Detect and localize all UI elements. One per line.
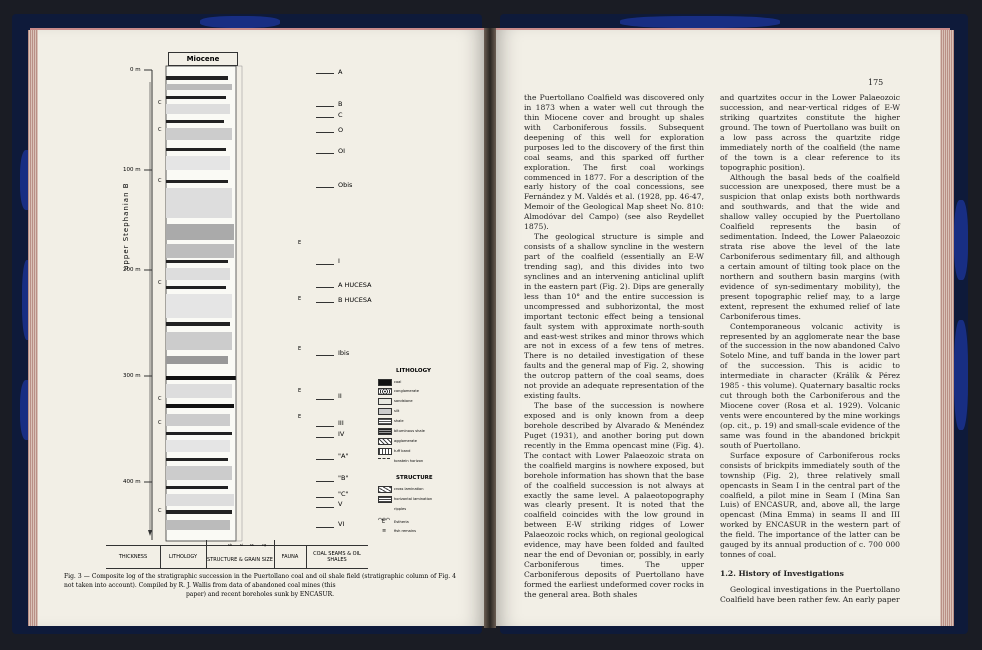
legend-symbol-estheria: E xyxy=(382,519,386,525)
book-spine xyxy=(484,28,496,628)
legend-item: tonstein horizon xyxy=(394,459,424,463)
grain-label: ss xyxy=(250,543,254,547)
seam-label: A xyxy=(338,68,343,76)
seam-label: C xyxy=(338,111,343,119)
text-column-right xyxy=(720,93,900,605)
seam-label: "B" xyxy=(338,474,349,482)
seam-marker xyxy=(316,132,334,133)
legend-item: coal xyxy=(394,380,402,384)
legend-item: ripples xyxy=(394,507,407,511)
legend-item: cross lamination xyxy=(394,487,424,491)
paragraph: and quartzites occur in the Lower Palaeozoic succession, and near-vertical ridges of E-W striking quartzites constitute the higher ground. The town of Puertollano was built on a low pass across the quartzite ridge immediately north of the coalfield (the name of the town is a clear reference to its topographic position). xyxy=(720,93,900,172)
seam-label: V xyxy=(338,500,343,508)
marble-pattern xyxy=(954,200,968,280)
depth-label-300: 300 m xyxy=(123,373,141,379)
legend-swatch-tonstein xyxy=(378,458,390,459)
legend-item: sandstone xyxy=(394,399,413,403)
seam-label: OI xyxy=(338,147,346,155)
legend-item: tuff band xyxy=(394,449,411,453)
text-column-left xyxy=(524,93,704,600)
legend-item: conglomerate xyxy=(394,389,419,393)
legend-swatch-sandstone xyxy=(378,398,392,405)
legend-symbol-fish: ≡ xyxy=(382,528,387,534)
fauna-estheria-mark: E xyxy=(298,296,302,302)
legend-swatch-shale xyxy=(378,418,392,425)
marble-pattern xyxy=(954,320,968,430)
seam-label: A HUCESA xyxy=(338,281,372,289)
fauna-mark: C xyxy=(158,508,162,514)
seam-marker xyxy=(316,287,334,288)
page-edge-right xyxy=(938,30,954,626)
seam-marker xyxy=(316,153,334,154)
col-header-structure: STRUCTURE & GRAIN SIZE xyxy=(207,557,273,563)
seam-marker xyxy=(316,507,334,508)
paragraph: Geological investigations in the Puertollano Coalfield have been rather few. An early paper xyxy=(720,585,900,604)
seam-marker xyxy=(316,106,334,107)
seam-label: IV xyxy=(338,430,345,438)
marble-pattern xyxy=(620,16,780,28)
miocene-label: Miocene xyxy=(168,52,238,66)
structure-column xyxy=(236,66,242,541)
stage-arrow-head xyxy=(148,530,152,536)
seam-marker xyxy=(316,117,334,118)
seam-marker xyxy=(316,481,334,482)
seam-marker xyxy=(316,459,334,460)
legend-swatch-bituminous-shale xyxy=(378,428,392,435)
paragraph: Contemporaneous volcanic activity is represented by an agglomerate near the base of the succession in the now abandoned Calvo Sotelo Mine, and tuff banda in the lower part of the succession. This is acidic to intermediate in character (Králík & Pérez 1985 - this volume). Quaternary basaltic rocks cut through both the Carboniferous and the Miocene cover (Rosa et al. 1929). Volcanic vents were encountered by the mine workings (op. cit., p. 19) and small-scale evidence of the same was found in the abandoned brickpit south of Puertollano. xyxy=(720,321,900,450)
fauna-mark: C xyxy=(158,127,162,133)
legend-swatch-tuff-band xyxy=(378,448,392,455)
legend-swatch-horizontal-lamination xyxy=(378,496,392,503)
grain-label: si xyxy=(240,543,243,547)
seam-label: II xyxy=(338,392,342,400)
legend-swatch-agglomerate xyxy=(378,438,392,445)
seam-label: I xyxy=(338,257,340,265)
page-number: 175 xyxy=(868,78,884,87)
seam-marker xyxy=(316,527,334,528)
col-header-thickness: THICKNESS xyxy=(118,554,148,560)
seam-marker xyxy=(316,73,334,74)
paragraph: The base of the succession is nowhere exposed and is only known from a deep borehole described by Alvarado & Menéndez Puget (1931), and another boring put down recently in the Emma opencast mine (Fig. 4). The contact with Lower Palaeozoic strata on the coalfield margins is nowhere exposed, but borehole information has shown that the base of the coalfield succession is not always at exactly the same level. A palaeotopography was clearly present. It is noted that the coalfield coincides with the low ground in between E-W striking ridges of Lower Palaeozoic rocks which, on regional geological evidence, may have been folded and faulted near the end of Devonian or, possibly, in early Carboniferous times. The upper Carboniferous deposits of Puertollano have formed the earliest undeformed cover rocks in the general area. Both shales xyxy=(524,401,704,599)
fauna-mark: C xyxy=(158,280,162,286)
col-header-coal-seams: COAL SEAMS & OIL SHALES xyxy=(313,551,361,563)
seam-label: III xyxy=(338,419,344,427)
fauna-estheria-mark: E xyxy=(298,346,302,352)
seam-label: Obis xyxy=(338,181,353,189)
depth-label-100: 100 m xyxy=(123,167,141,173)
paragraph: The geological structure is simple and consists of a shallow syncline in the western part of the coalfield (essentially an E-W trending sag), and this divides into two synclines and an intervening anticlinal uplift in the eastern part (Fig. 2). Dips are generally less than 10° and the entire succession is uncompressed and subhorizontal, the most important tectonic effect being a tensional fault system with approximate north-south and east-west strikes and minor throws which are not in excess of a few tens of metres. There is no detailed investigation of these faults and the general map of Fig. 2, showing the outcrop pattern of the coal seams, does not provide an adequate representation of the existing faults. xyxy=(524,232,704,401)
seam-label: "A" xyxy=(338,452,349,460)
fauna-estheria-mark: E xyxy=(298,240,302,246)
legend-item: silt xyxy=(394,409,400,413)
seam-marker xyxy=(316,302,334,303)
fauna-mark: C xyxy=(158,420,162,426)
seam-marker xyxy=(316,497,334,498)
legend-swatch-coal xyxy=(378,379,392,386)
fauna-estheria-mark: E xyxy=(298,414,302,420)
seam-label: "C" xyxy=(338,490,349,498)
legend-item: bituminous shale xyxy=(394,429,425,433)
legend-item: fish remains xyxy=(394,529,417,533)
seam-label: Ibis xyxy=(338,349,350,357)
fauna-mark: C xyxy=(158,178,162,184)
seam-label: B HUCESA xyxy=(338,296,372,304)
depth-label-0: 0 m xyxy=(130,67,141,73)
caption-line: paper) and recent boreholes sunk by ENCASUR. xyxy=(185,591,335,598)
legend-swatch-conglomerate xyxy=(378,388,392,395)
seam-marker xyxy=(316,264,334,265)
paragraph: the Puertollano Coalfield was discovered only in 1873 when a water well cut through the thin Miocene cover and brought up shales with Carboniferous fossils. Subsequent deepening of this well for exploration purposes led to the discovery of the first thin coal seams, and this sparked off further exploration. The first coal workings commenced in 1877. For a description of the early history of the coal concessions, see Fernández y M. Valdés et al. (1928, pp. 46-47, Memoir of the Geological Map sheet No. 810: Almodóvar del Campo) (see also Reydellet 1875). xyxy=(524,93,704,232)
seam-label: VI xyxy=(338,520,345,528)
legend-swatch-cross-lamination xyxy=(378,486,392,493)
legend-item: Estheria xyxy=(394,520,409,524)
legend-swatch-ripples xyxy=(378,506,390,511)
seam-marker xyxy=(316,187,334,188)
seam-marker xyxy=(316,437,334,438)
paragraph: Surface exposure of Carboniferous rocks consists of brickpits immediately south of the township (Fig. 2), three relatively small opencasts in Seam I in the central part of the coalfield, a pilot mine in Seam I (Mina San Luis) of ENCASUR, and, above all, the large opencast (Mina Emma) in seams II and III worked by ENCASUR in the western part of the field. The importance of the latter can be gauged by its annual production of c. 700 000 tonnes of coal. xyxy=(720,450,900,560)
depth-label-200: 200 m xyxy=(123,267,141,273)
legend-item: horizontal lamination xyxy=(394,497,433,501)
fauna-mark: C xyxy=(158,100,162,106)
seam-marker xyxy=(316,355,334,356)
seam-label: O xyxy=(338,126,344,134)
seam-marker xyxy=(316,399,334,400)
seam-marker xyxy=(316,426,334,427)
fauna-mark: C xyxy=(158,396,162,402)
legend-item: agglomerate xyxy=(394,439,417,443)
right-page xyxy=(494,30,940,626)
table-rule xyxy=(106,568,368,569)
depth-label-400: 400 m xyxy=(123,479,141,485)
figure-caption xyxy=(64,572,456,599)
legend-item: shale xyxy=(394,419,404,423)
legend-lithology-title: LITHOLOGY xyxy=(396,368,431,374)
marble-pattern xyxy=(200,16,280,28)
section-heading: 1.2. History of Investigations xyxy=(720,569,844,579)
column-beds xyxy=(166,66,236,541)
legend-swatch-silt xyxy=(378,408,392,415)
paragraph: Although the basal beds of the coalfield succession are unexposed, there must be a suspicion that onlap exists both northwards and southwards, and that the wide and shallow valley occupied by the Puertollano Coalfield represents the basin of sedimentation. Indeed, the Lower Palaeozoic strata rise above the level of the late Carboniferous sedimentary fill, and although a certain amount of tilting took place on the northern and southern basin margins (with evidence of syn-sedimentary mobility), the present topographic relief may, to a large extent, represent the exhumed relief of late Carboniferous times. xyxy=(720,172,900,321)
grain-label: sh xyxy=(228,543,233,547)
legend-structure-title: STRUCTURE xyxy=(396,475,433,481)
fauna-estheria-mark: E xyxy=(298,388,302,394)
caption-line: Fig. 3 — Composite log of the stratigraphic succession in the Puertollano coal and oil shale field (stratigraphic column of Fig. 4 not taken into account). Compiled by R. J. Wallis from data of abandoned coal mines (this xyxy=(64,573,456,589)
col-header-lithology: LITHOLOGY xyxy=(168,554,198,560)
grain-label: cg xyxy=(262,543,267,547)
seam-label: B xyxy=(338,100,343,108)
col-header-fauna: FAUNA xyxy=(281,554,299,560)
stage-label: upper Stephanian B xyxy=(122,182,130,270)
